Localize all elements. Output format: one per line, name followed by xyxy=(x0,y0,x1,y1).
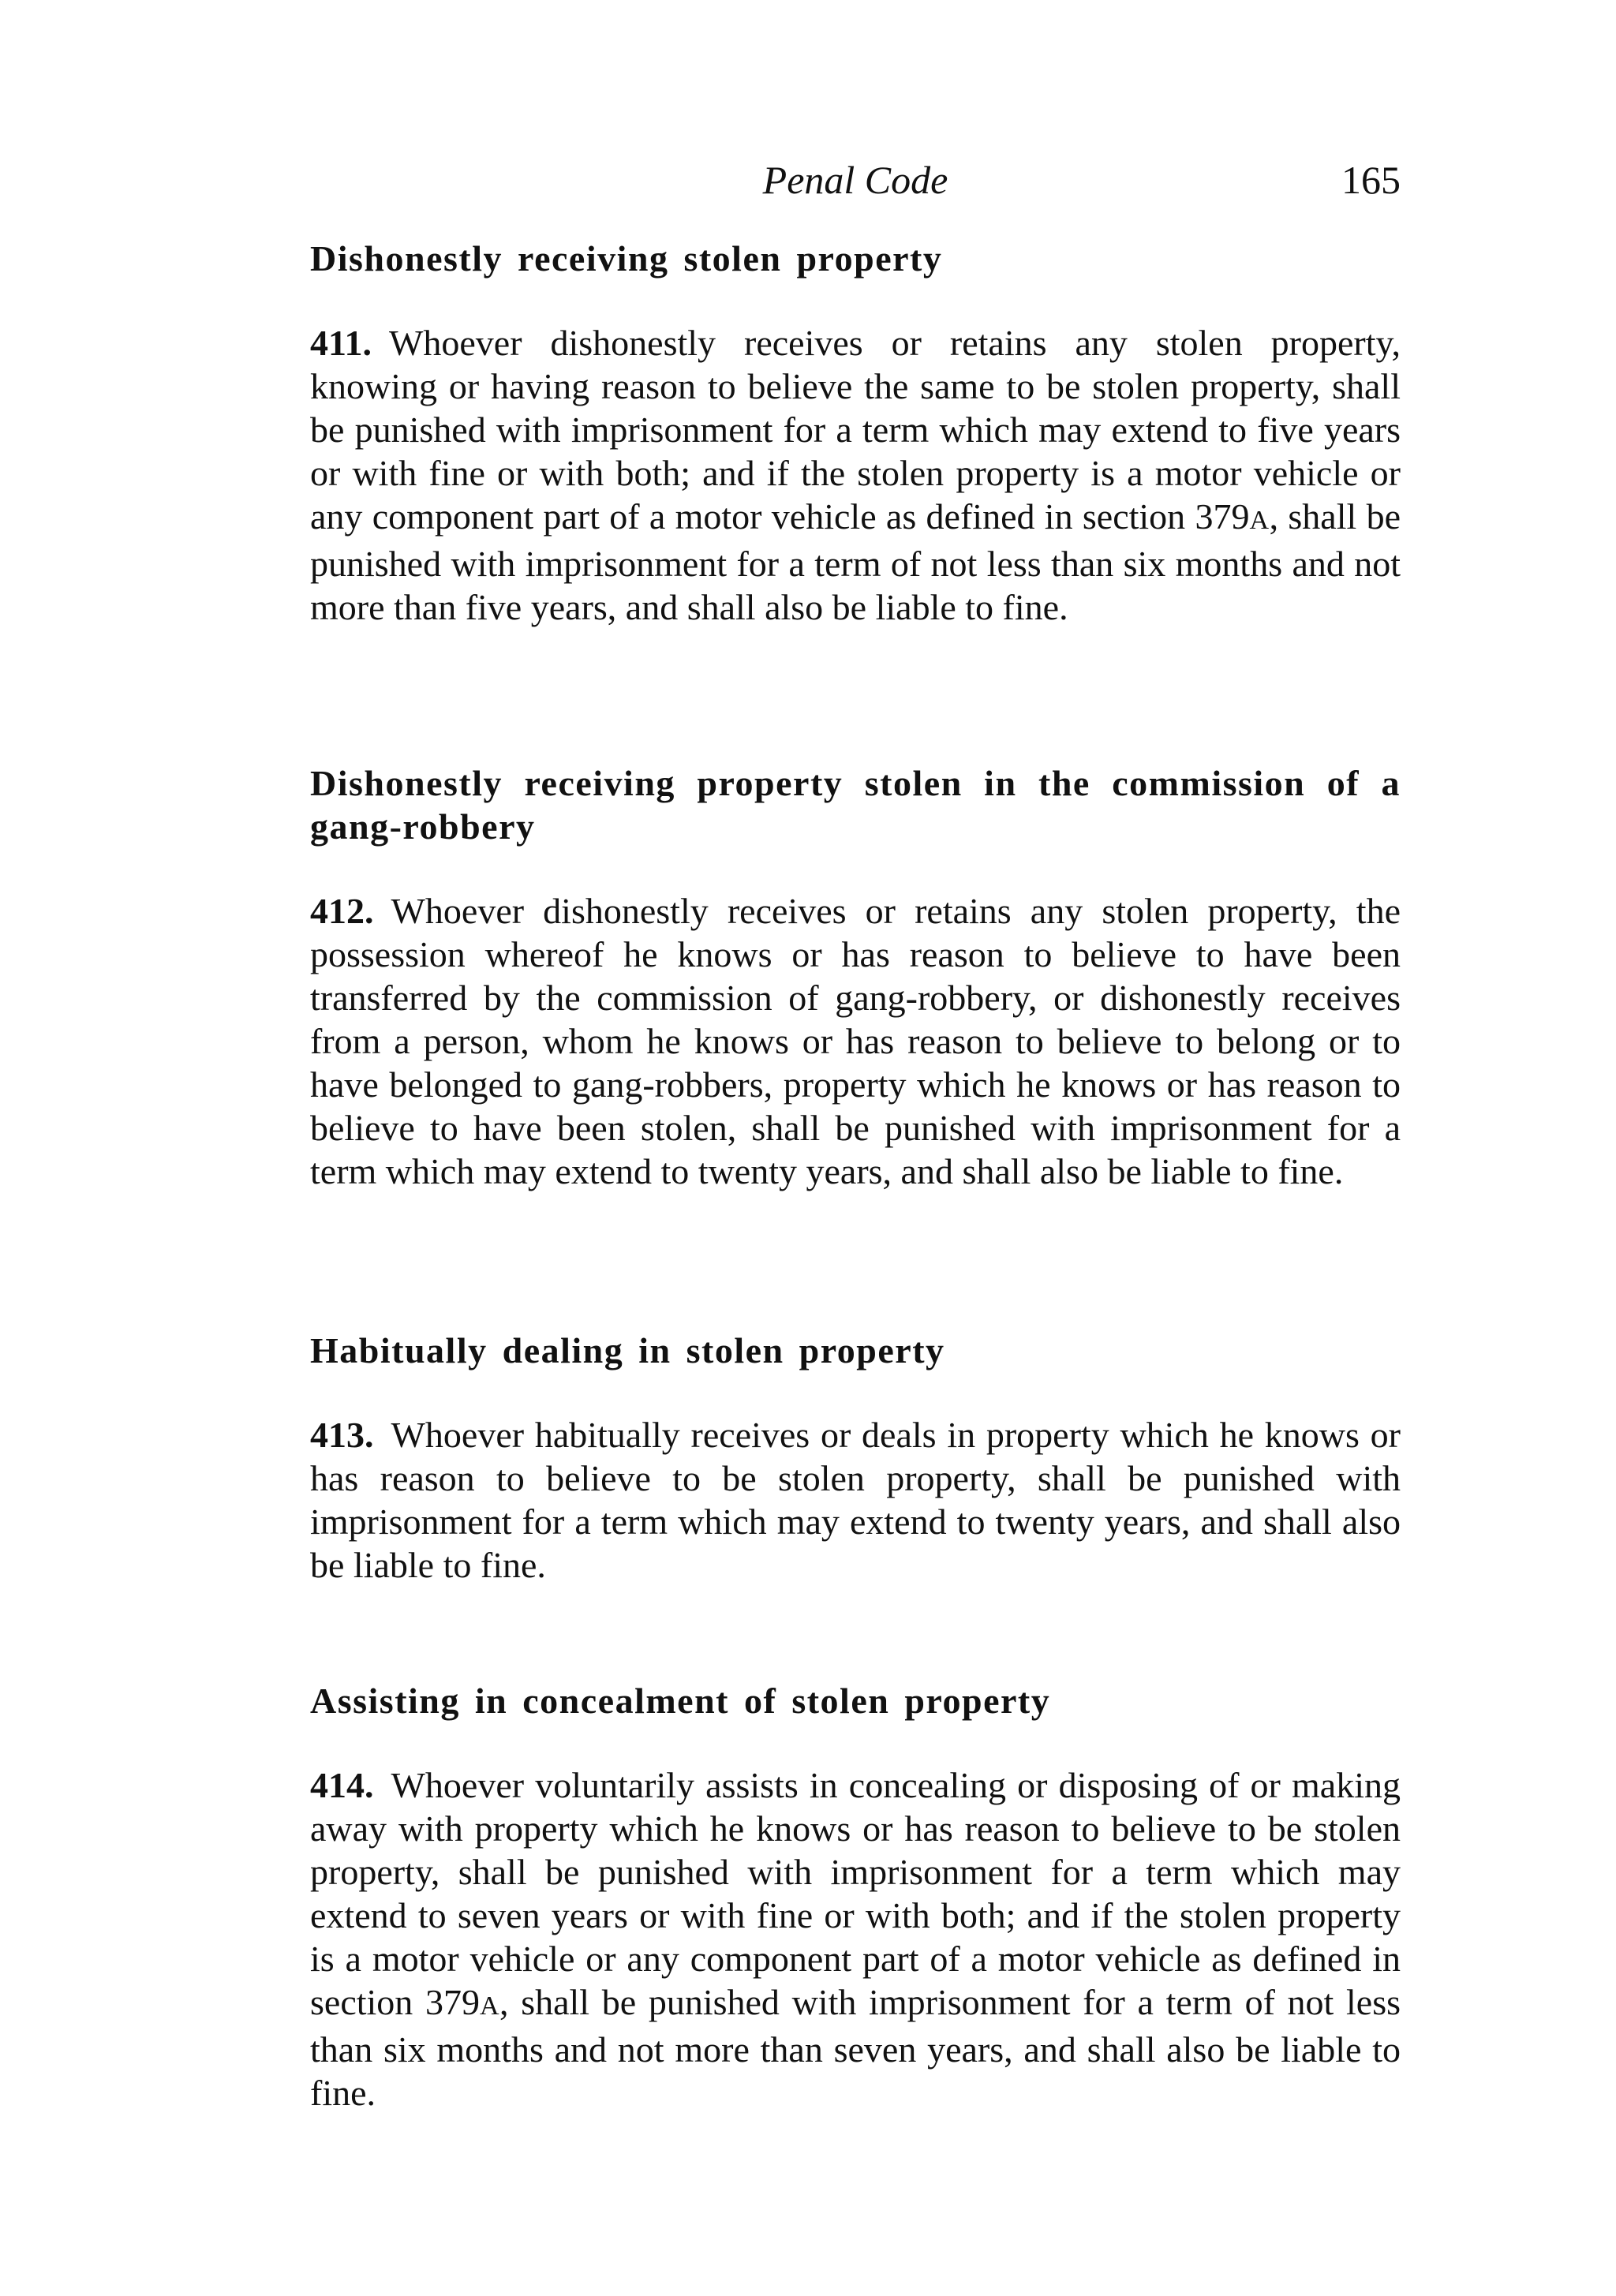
section-body xyxy=(310,1413,1401,1587)
section-text-continued: , shall be punished with imprisonment for a term of not less than six months and not more than seven years, and shall also be liable to fine. xyxy=(310,1982,1401,2113)
section-body xyxy=(310,1763,1401,2115)
running-header xyxy=(310,156,1401,204)
section-414 xyxy=(310,1679,1401,2115)
section-body xyxy=(310,321,1401,629)
section-number: 411. xyxy=(310,323,372,363)
section-411 xyxy=(310,237,1401,629)
section-heading: Assisting in concealment of stolen property xyxy=(310,1681,1051,1721)
section-412 xyxy=(310,761,1401,1193)
section-heading: Dishonestly receiving property stolen in the commission of a gang-robbery xyxy=(310,763,1401,847)
section-ref-suffix: A xyxy=(1249,506,1270,535)
section-body xyxy=(310,889,1401,1193)
section-heading: Dishonestly receiving stolen property xyxy=(310,238,943,279)
section-ref-suffix: A xyxy=(479,1991,500,2021)
section-text-continued: , shall be punished with imprisonment for a term of not less than six months and not more than five years, and shall also be liable to fine. xyxy=(310,496,1401,627)
page-number: 165 xyxy=(1341,158,1401,202)
section-number: 413. xyxy=(310,1415,374,1455)
section-text: Whoever habitually receives or deals in property which he knows or has reason to believe to be stolen property, shall be punished with imprisonment for a term which may extend to twenty years, and shall also be liable to fine. xyxy=(310,1415,1401,1585)
section-number: 412. xyxy=(310,891,374,931)
section-413 xyxy=(310,1329,1401,1587)
section-text: Whoever voluntarily assists in concealing or disposing of or making away with property which he knows or has reason to believe to be stolen property, shall be punished with imprisonment for a term which may extend to seven years or with fine or with both; and if the stolen property is a motor vehicle or any component part of a motor vehicle as defined in section 379 xyxy=(310,1765,1401,2022)
section-text: Whoever dishonestly receives or retains any stolen property, the possession whereof he knows or has reason to believe to have been transferred by the commission of gang-robbery, or dishonestly receives from a person, whom he knows or has reason to believe to belong or to have belonged to gang-robbers, property which he knows or has reason to believe to have been stolen, shall be punished with imprisonment for a term which may extend to twenty years, and shall also be liable to fine. xyxy=(310,891,1401,1191)
section-number: 414. xyxy=(310,1765,374,1805)
section-heading: Habitually dealing in stolen property xyxy=(310,1330,945,1370)
section-text: Whoever dishonestly receives or retains any stolen property, knowing or having reason to believe the same to be stolen property, shall be punished with imprisonment for a term which may extend to five years or with fine or with both; and if the stolen property is a motor vehicle or any component part of a motor vehicle as defined in section 379 xyxy=(310,323,1401,537)
running-title: Penal Code xyxy=(762,158,948,202)
